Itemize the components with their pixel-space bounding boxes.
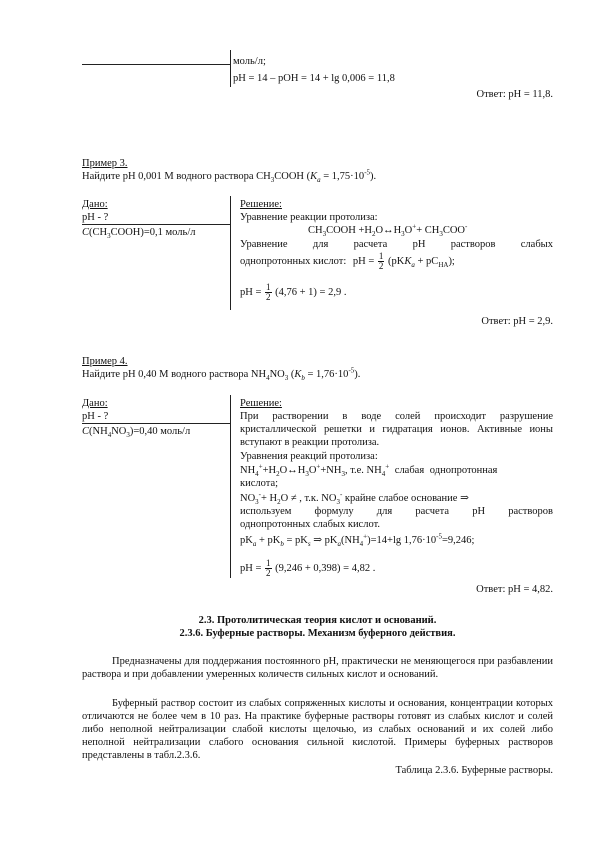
ex3-calc-line1: Уравнение для расчета pH растворов слабых	[240, 239, 553, 250]
ex4-formula1: $pK_a + pK_b = pK_s$ ⇒ $pK_a(NH_4^+)=14+\lg$ $1,76\cdot 10^{-5}=9,246$;	[240, 532, 475, 549]
ex3-task: Найдите pH 0,001 М водного раствора $CH_3COOH$ $(K_a = 1,75\cdot 10^{-5})$.	[82, 168, 377, 185]
ex4-find: pH - ?	[82, 411, 109, 422]
section-heading-1: 2.3. Протолитическая теория кислот и оснований.	[198, 615, 437, 626]
ex3-formula1: однопротонных кислот: pH = $\frac{1}{2}$ $(pKK_a + pC_{HA})$;	[240, 251, 455, 271]
ex3-given-value: $C(CH_3COOH)=0,1$ моль/л	[82, 227, 196, 241]
ex4-reaction-label: Уравнения реакций протолиза:	[240, 451, 378, 462]
ex3-solution-label: Решение:	[240, 199, 282, 210]
ex4-solution-label: Решение:	[240, 398, 282, 409]
ex4-formula2: pH = $\frac{1}{2}$ (9,246 + 0,398) = 4,82 .	[240, 558, 376, 578]
ex4-given-value: $C(NH_4NO_3)=0,40$ моль/л	[82, 426, 191, 440]
ex3-answer: Ответ: pH = 2,9.	[481, 316, 553, 327]
ex3-find: pH - ?	[82, 212, 109, 223]
fraction-one-half: $\frac{1}{2}$	[378, 251, 384, 271]
ex3-formula2: pH = $\frac{1}{2}$ (4,76 + 1) = 2,9 .	[240, 282, 347, 302]
ex4-para1: При растворении в воде солей происходит разрушение кристаллической решетки и гидратация ионов. Активные ионы вступают в реакции протолиза.	[240, 411, 553, 448]
ex4-given-label: Дано:	[82, 398, 108, 409]
ex3-title: Пример 3.	[82, 158, 128, 169]
top-rule	[82, 64, 230, 65]
section-paragraph-2: Буферный раствор состоит из слабых сопряженных кислоты и основания, концентрации которых отличаются не более чем в 10 раз. На практике буферные растворы готовят из слабых кислот и солей либо неполной нейтрализации слабой кислоты щелочью, из слабых оснований и их солей либо неполной нейтрализации слабого основания сильной кислотой. Примеры буферных растворов представлены в табл.2.3.6.	[82, 698, 553, 761]
top-divider	[230, 50, 231, 87]
ex3-reaction-label: Уравнение реакции протолиза:	[240, 212, 378, 223]
table-caption: Таблица 2.3.6. Буферные растворы.	[395, 765, 553, 776]
ex4-title: Пример 4.	[82, 356, 128, 367]
ex4-task: Найдите pH 0,40 М водного раствора $NH_4NO_3$ $(K_b = 1,76\cdot 10^{-5})$.	[82, 366, 361, 383]
ex3-given-rule	[82, 224, 230, 225]
ex3-divider	[230, 196, 231, 310]
top-line2: pH = 14 – pOH = 14 + lg 0,006 = 11,8	[233, 73, 395, 84]
top-line1: моль/л;	[233, 56, 266, 67]
fraction-one-half: $\frac{1}{2}$	[266, 558, 271, 578]
ex4-answer: Ответ: pH = 4,82.	[476, 584, 553, 595]
ex4-reaction2-line2: используем формулу для расчета pH растворов	[240, 506, 553, 517]
ex3-reaction-equation: $CH_3COOH$ $+H_2O\leftrightarrow H_3O^++ CH_3COO^-$	[308, 222, 468, 239]
section-heading-2: 2.3.6. Буферные растворы. Механизм буферного действия.	[179, 628, 456, 639]
ex3-given-label: Дано:	[82, 199, 108, 210]
ex4-reaction1: $NH_4^++H_2O\leftrightarrow H_3O^++NH_3$, т.е. $NH_4^+$ слабая однопротонная	[240, 462, 498, 479]
top-answer: Ответ: pH = 11,8.	[476, 89, 553, 100]
ex4-reaction1-line2: кислота;	[240, 478, 279, 489]
ex4-given-rule	[82, 423, 230, 424]
ex4-reaction2-line3: однопротонных слабых кислот.	[240, 519, 380, 530]
fraction-one-half: $\frac{1}{2}$	[266, 282, 271, 302]
ex4-divider	[230, 395, 231, 578]
ex4-reaction2: $NO_3^-+ H_2O$ ≠ , т.к. $NO_3^-$ крайне слабое основание ⇒	[240, 490, 469, 507]
section-paragraph-1: Предназначены для поддержания постоянного pH, практически не меняющегося при разбавлении раствора и при добавлении умеренных количеств сильных кислот и оснований.	[82, 656, 553, 680]
